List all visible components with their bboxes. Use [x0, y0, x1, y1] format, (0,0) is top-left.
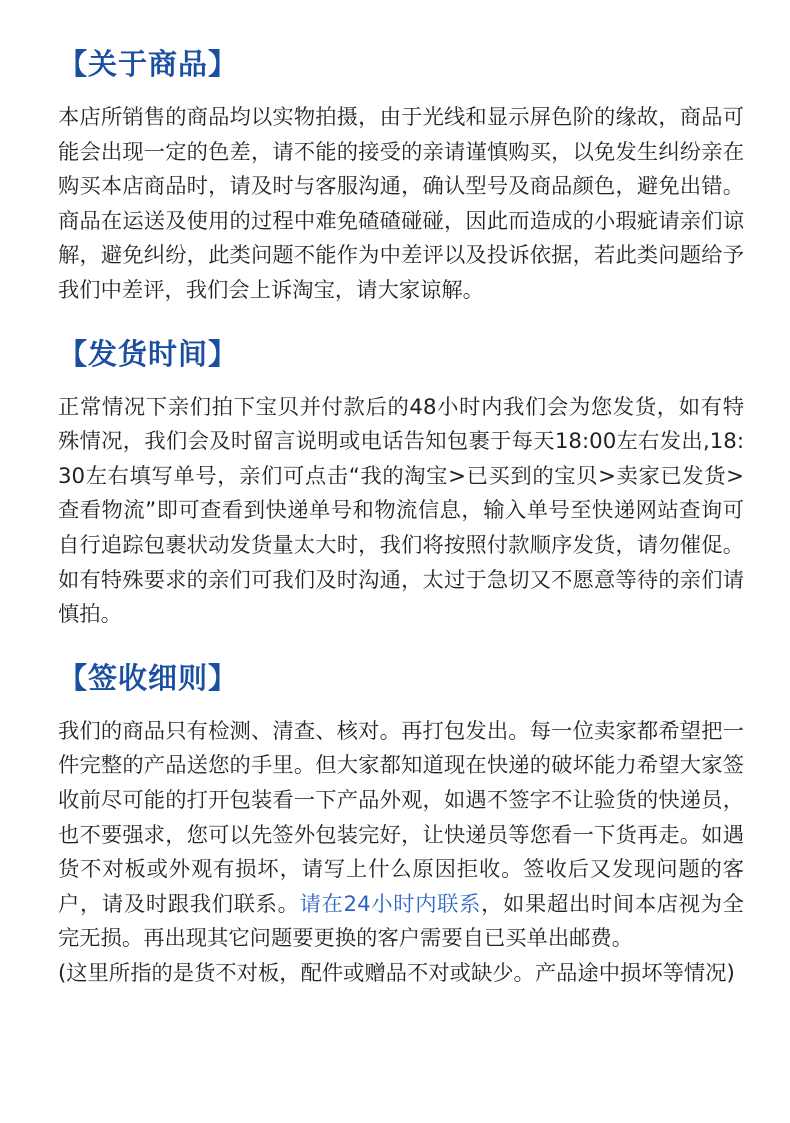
- heading-bracket-open: 【: [58, 336, 89, 371]
- section-about-product: [58, 44, 744, 309]
- section-body-receipt-rules: [58, 715, 744, 957]
- section-body-shipping-time: 正常情况下亲们拍下宝贝并付款后的48小时内我们会为您发货，如有特殊情况，我们会及时留言说明或电话告知包裹于每天18:00左右发出,18:30左右填写单号，亲们可点击“我的淘宝>已买到的宝贝>卖家已发货>查看物流”即可查看到快递单号和物流信息，输入单号至快递网站查询可自行追踪包裹状动发货量太大时，我们将按照付款顺序发货，请勿催促。如有特殊要求的亲们可我们及时沟通，太过于急切又不愿意等待的亲们请慎拍。: [58, 394, 744, 628]
- body-text-part1: 我们的商品只有检测、清查、核对。再打包发出。每一位卖家都希望把一件完整的产品送您的手里。但大家都知道现在快递的破坏能力希望大家签收前尽可能的打开包装看一下产品外观，如遇不签字不让验货的快递员，也不要强求，您可以先签外包装完好，让快递员等您看一下货再走。如遇货不对板或外观有损坏，请写上什么原因拒收。签收后又发现问题的客户，请及时跟我们联系。: [58, 718, 744, 917]
- heading-bracket-close: 】: [208, 336, 239, 371]
- contact-within-24h-highlight: 请在24小时内联系: [299, 891, 482, 917]
- body-text-part2: ，如果超出时间本店视为全完无损。再出现其它问题要更换的客户需要自已买单出邮费。: [58, 891, 744, 952]
- heading-title: 签收细则: [88, 660, 209, 695]
- heading-title: 发货时间: [88, 336, 209, 371]
- section-heading-about-product: [58, 44, 744, 84]
- heading-bracket-open: 【: [58, 47, 89, 81]
- section-heading-shipping-time: [58, 334, 744, 374]
- section-shipping-time: [58, 334, 744, 633]
- heading-bracket-open: 【: [58, 660, 89, 695]
- section-body-about-product: 本店所销售的商品均以实物拍摄，由于光线和显示屏色阶的缘故，商品可能会出现一定的色差，请不能的接受的亲请谨慎购买，以免发生纠纷亲在购买本店商品时，请及时与客服沟通，确认型号及商品颜色，避免出错。商品在运送及使用的过程中难免碴碴碰碰，因此而造成的小瑕疵请亲们谅解，避免纠纷，此类问题不能作为中差评以及投诉依据，若此类问题给予我们中差评，我们会上诉淘宝，请大家谅解。: [58, 105, 744, 303]
- heading-title: 关于商品: [88, 47, 209, 81]
- section-receipt-rules: [58, 658, 744, 992]
- heading-bracket-close: 】: [208, 660, 239, 695]
- heading-bracket-close: 】: [208, 47, 239, 81]
- section-note-receipt-rules: (这里所指的是货不对板，配件或赠品不对或缺少。产品途中损坏等情况): [58, 960, 735, 986]
- section-heading-receipt-rules: [58, 658, 744, 698]
